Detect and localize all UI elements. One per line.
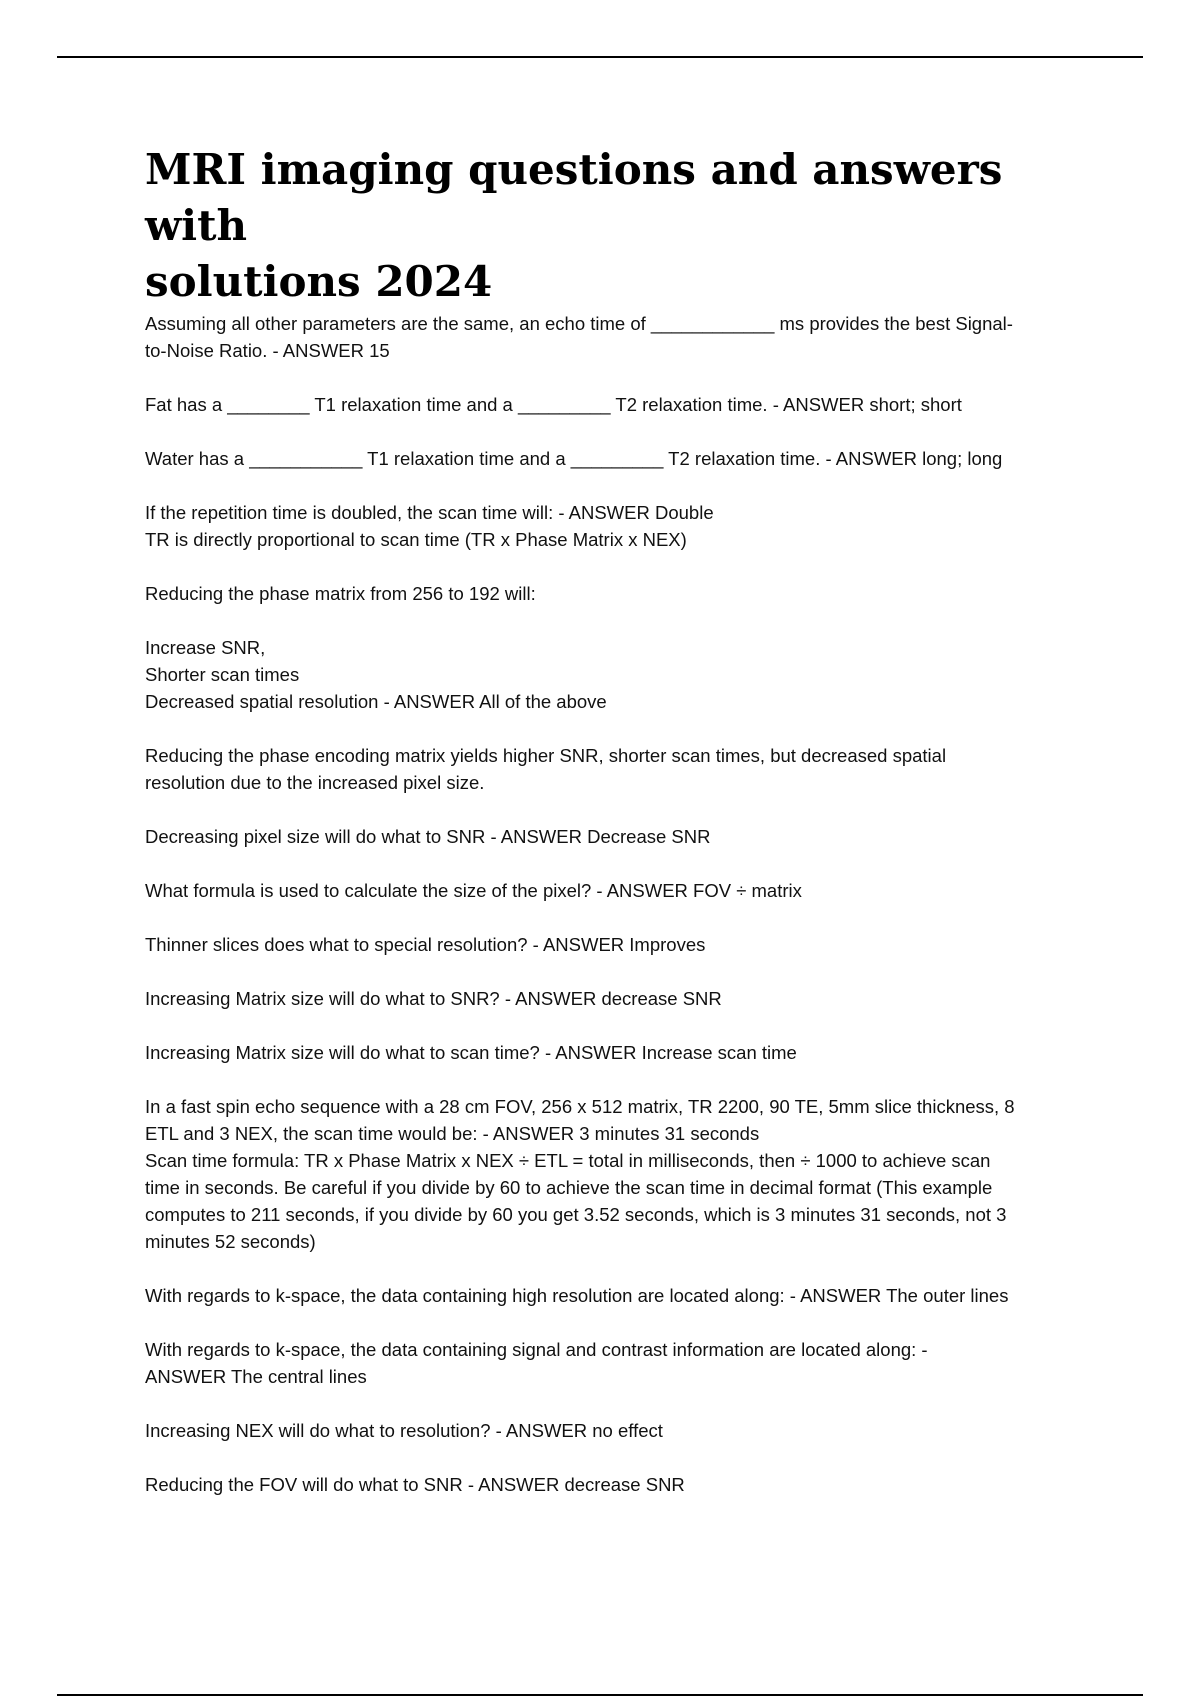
paragraph-line: minutes 52 seconds) [145, 1231, 316, 1252]
qa-paragraph [145, 634, 1095, 715]
paragraph-line: Decreased spatial resolution - ANSWER All of the above [145, 691, 607, 712]
document-title [145, 142, 1095, 310]
top-rule [57, 56, 1143, 58]
paragraph-line: Increasing NEX will do what to resolution? - ANSWER no effect [145, 1420, 663, 1441]
paragraph-line: ETL and 3 NEX, the scan time would be: - ANSWER 3 minutes 31 seconds [145, 1123, 760, 1144]
qa-paragraph [145, 445, 1095, 472]
paragraph-line: ANSWER The central lines [145, 1366, 367, 1387]
paragraph-line: to-Noise Ratio. - ANSWER 15 [145, 340, 390, 361]
qa-paragraph [145, 931, 1095, 958]
qa-paragraph [145, 823, 1095, 850]
paragraph-line: TR is directly proportional to scan time (TR x Phase Matrix x NEX) [145, 529, 687, 550]
qa-paragraph [145, 742, 1095, 796]
qa-paragraph [145, 499, 1095, 553]
paragraph-line: Thinner slices does what to special resolution? - ANSWER Improves [145, 934, 706, 955]
qa-paragraph [145, 877, 1095, 904]
document-body [145, 142, 1095, 1525]
qa-paragraph [145, 310, 1095, 364]
qa-paragraph [145, 1093, 1095, 1255]
title-line: solutions 2024 [145, 257, 493, 306]
paragraph-line: With regards to k-space, the data containing signal and contrast information are located along: - [145, 1339, 928, 1360]
qa-paragraph [145, 1336, 1095, 1390]
qa-paragraph [145, 1471, 1095, 1498]
paragraph-line: Water has a ___________ T1 relaxation time and a _________ T2 relaxation time. - ANSWER long; long [145, 448, 1003, 469]
paragraph-line: Shorter scan times [145, 664, 300, 685]
qa-paragraph [145, 1282, 1095, 1309]
paragraph-line: Increasing Matrix size will do what to SNR? - ANSWER decrease SNR [145, 988, 722, 1009]
paragraph-line: Increase SNR, [145, 637, 266, 658]
paragraph-line: In a fast spin echo sequence with a 28 cm FOV, 256 x 512 matrix, TR 2200, 90 TE, 5mm slice thickness, 8 [145, 1096, 1015, 1117]
title-line: MRI imaging questions and answers with [145, 145, 1003, 250]
paragraph-line: Fat has a ________ T1 relaxation time and a _________ T2 relaxation time. - ANSWER short; short [145, 394, 962, 415]
qa-paragraph [145, 1417, 1095, 1444]
qa-list [145, 310, 1095, 1498]
paragraph-line: Decreasing pixel size will do what to SNR - ANSWER Decrease SNR [145, 826, 711, 847]
paragraph-line: What formula is used to calculate the size of the pixel? - ANSWER FOV ÷ matrix [145, 880, 802, 901]
qa-paragraph [145, 391, 1095, 418]
paragraph-line: Assuming all other parameters are the same, an echo time of ____________ ms provides the best Signal- [145, 313, 1013, 334]
paragraph-line: resolution due to the increased pixel size. [145, 772, 485, 793]
paragraph-line: If the repetition time is doubled, the scan time will: - ANSWER Double [145, 502, 714, 523]
paragraph-line: Increasing Matrix size will do what to scan time? - ANSWER Increase scan time [145, 1042, 797, 1063]
qa-paragraph [145, 580, 1095, 607]
qa-paragraph [145, 985, 1095, 1012]
paragraph-line: Reducing the phase matrix from 256 to 192 will: [145, 583, 536, 604]
paragraph-line: Scan time formula: TR x Phase Matrix x NEX ÷ ETL = total in milliseconds, then ÷ 1000 to achieve scan [145, 1150, 991, 1171]
bottom-rule [57, 1694, 1143, 1696]
paragraph-line: Reducing the phase encoding matrix yields higher SNR, shorter scan times, but decreased spatial [145, 745, 947, 766]
paragraph-line: computes to 211 seconds, if you divide by 60 you get 3.52 seconds, which is 3 minutes 31 seconds, not 3 [145, 1204, 1007, 1225]
paragraph-line: time in seconds. Be careful if you divide by 60 to achieve the scan time in decimal format (This example [145, 1177, 993, 1198]
paragraph-line: With regards to k-space, the data containing high resolution are located along: - ANSWER The outer lines [145, 1285, 1009, 1306]
qa-paragraph [145, 1039, 1095, 1066]
paragraph-line: Reducing the FOV will do what to SNR - ANSWER decrease SNR [145, 1474, 685, 1495]
